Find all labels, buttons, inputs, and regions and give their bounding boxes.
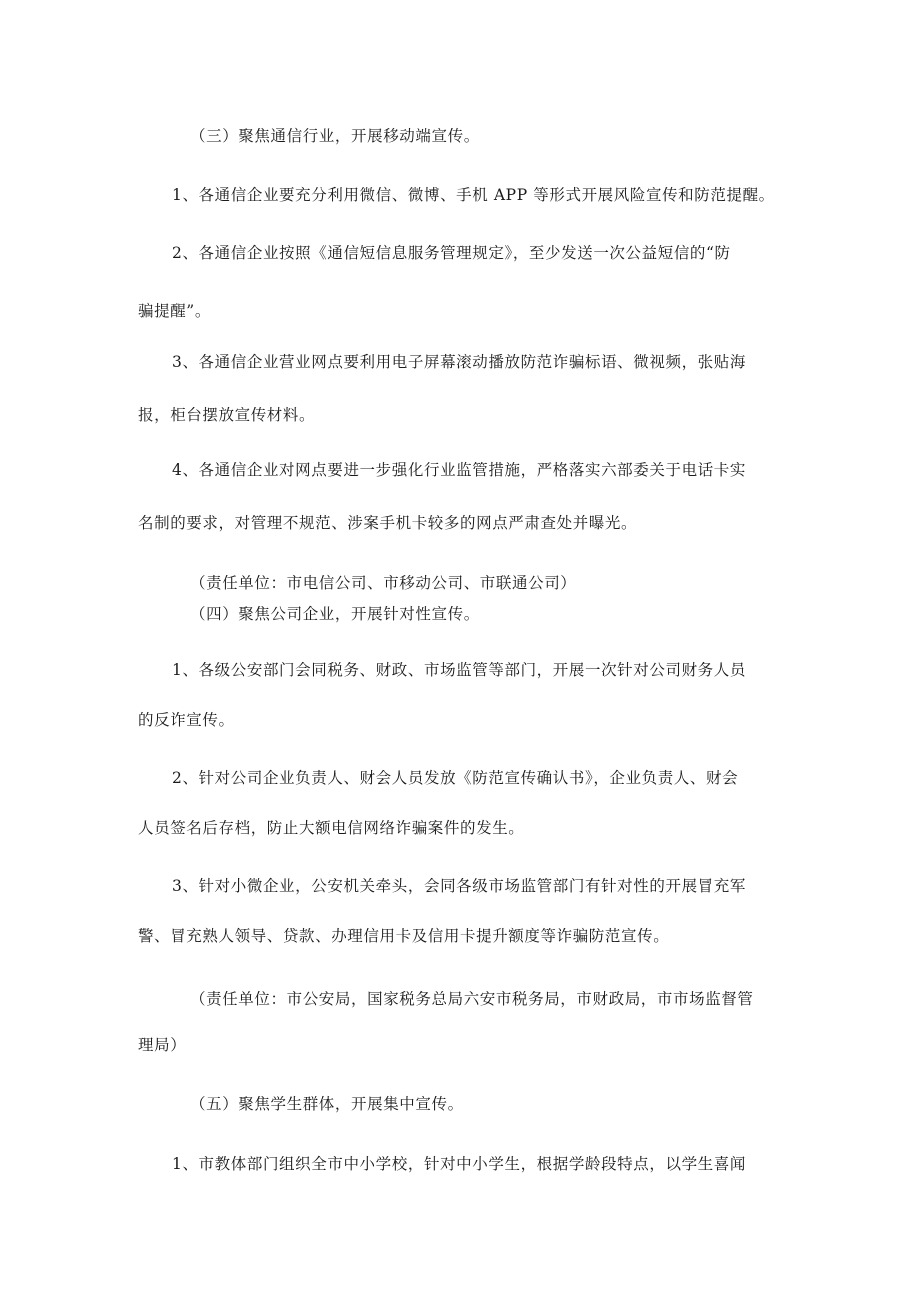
paragraph-3-1-line-1: 1、各通信企业要充分利用微信、微博、手机 APP 等形式开展风险宣传和防范提醒。 — [172, 186, 775, 204]
paragraph-3-3-line-2: 报，柜台摆放宣传材料。 — [138, 406, 316, 424]
paragraph-4-1-line-2: 的反诈宣传。 — [138, 711, 235, 729]
paragraph-3-4-line-2: 名制的要求，对管理不规范、涉案手机卡较多的网点严肃查处并曝光。 — [138, 514, 638, 532]
responsibility-4-line-1: （责任单位：市公安局，国家税务总局六安市税务局，市财政局，市市场监督管 — [190, 990, 754, 1008]
paragraph-4-2-line-1: 2、针对公司企业负责人、财会人员发放《防范宣传确认书》，企业负责人、财会 — [172, 769, 739, 787]
paragraph-4-1-line-1: 1、各级公安部门会同税务、财政、市场监管等部门，开展一次针对公司财务人员 — [172, 661, 746, 679]
section-heading-4: （四）聚焦公司企业，开展针对性宣传。 — [190, 605, 480, 623]
responsibility-3: （责任单位：市电信公司、市移动公司、市联通公司） — [190, 574, 577, 592]
section-heading-3: （三）聚焦通信行业，开展移动端宣传。 — [190, 127, 480, 145]
paragraph-3-2-line-2: 骗提醒”。 — [138, 302, 211, 320]
responsibility-4-line-2: 理局） — [138, 1036, 187, 1054]
paragraph-4-2-line-2: 人员签名后存档，防止大额电信网络诈骗案件的发生。 — [138, 819, 525, 837]
paragraph-5-1-line-1: 1、市教体部门组织全市中小学校，针对中小学生，根据学龄段特点，以学生喜闻 — [172, 1155, 746, 1173]
paragraph-4-3-line-2: 警、冒充熟人领导、贷款、办理信用卡及信用卡提升额度等诈骗防范宣传。 — [138, 927, 670, 945]
paragraph-3-3-line-1: 3、各通信企业营业网点要利用电子屏幕滚动播放防范诈骗标语、微视频，张贴海 — [172, 353, 746, 371]
paragraph-3-2-line-1: 2、各通信企业按照《通信短信息服务管理规定》，至少发送一次公益短信的“防 — [172, 244, 731, 262]
paragraph-3-4-line-1: 4、各通信企业对网点要进一步强化行业监管措施，严格落实六部委关于电话卡实 — [172, 461, 746, 479]
section-heading-5: （五）聚焦学生群体，开展集中宣传。 — [190, 1095, 464, 1113]
paragraph-4-3-line-1: 3、针对小微企业，公安机关牵头，会同各级市场监管部门有针对性的开展冒充军 — [172, 877, 746, 895]
